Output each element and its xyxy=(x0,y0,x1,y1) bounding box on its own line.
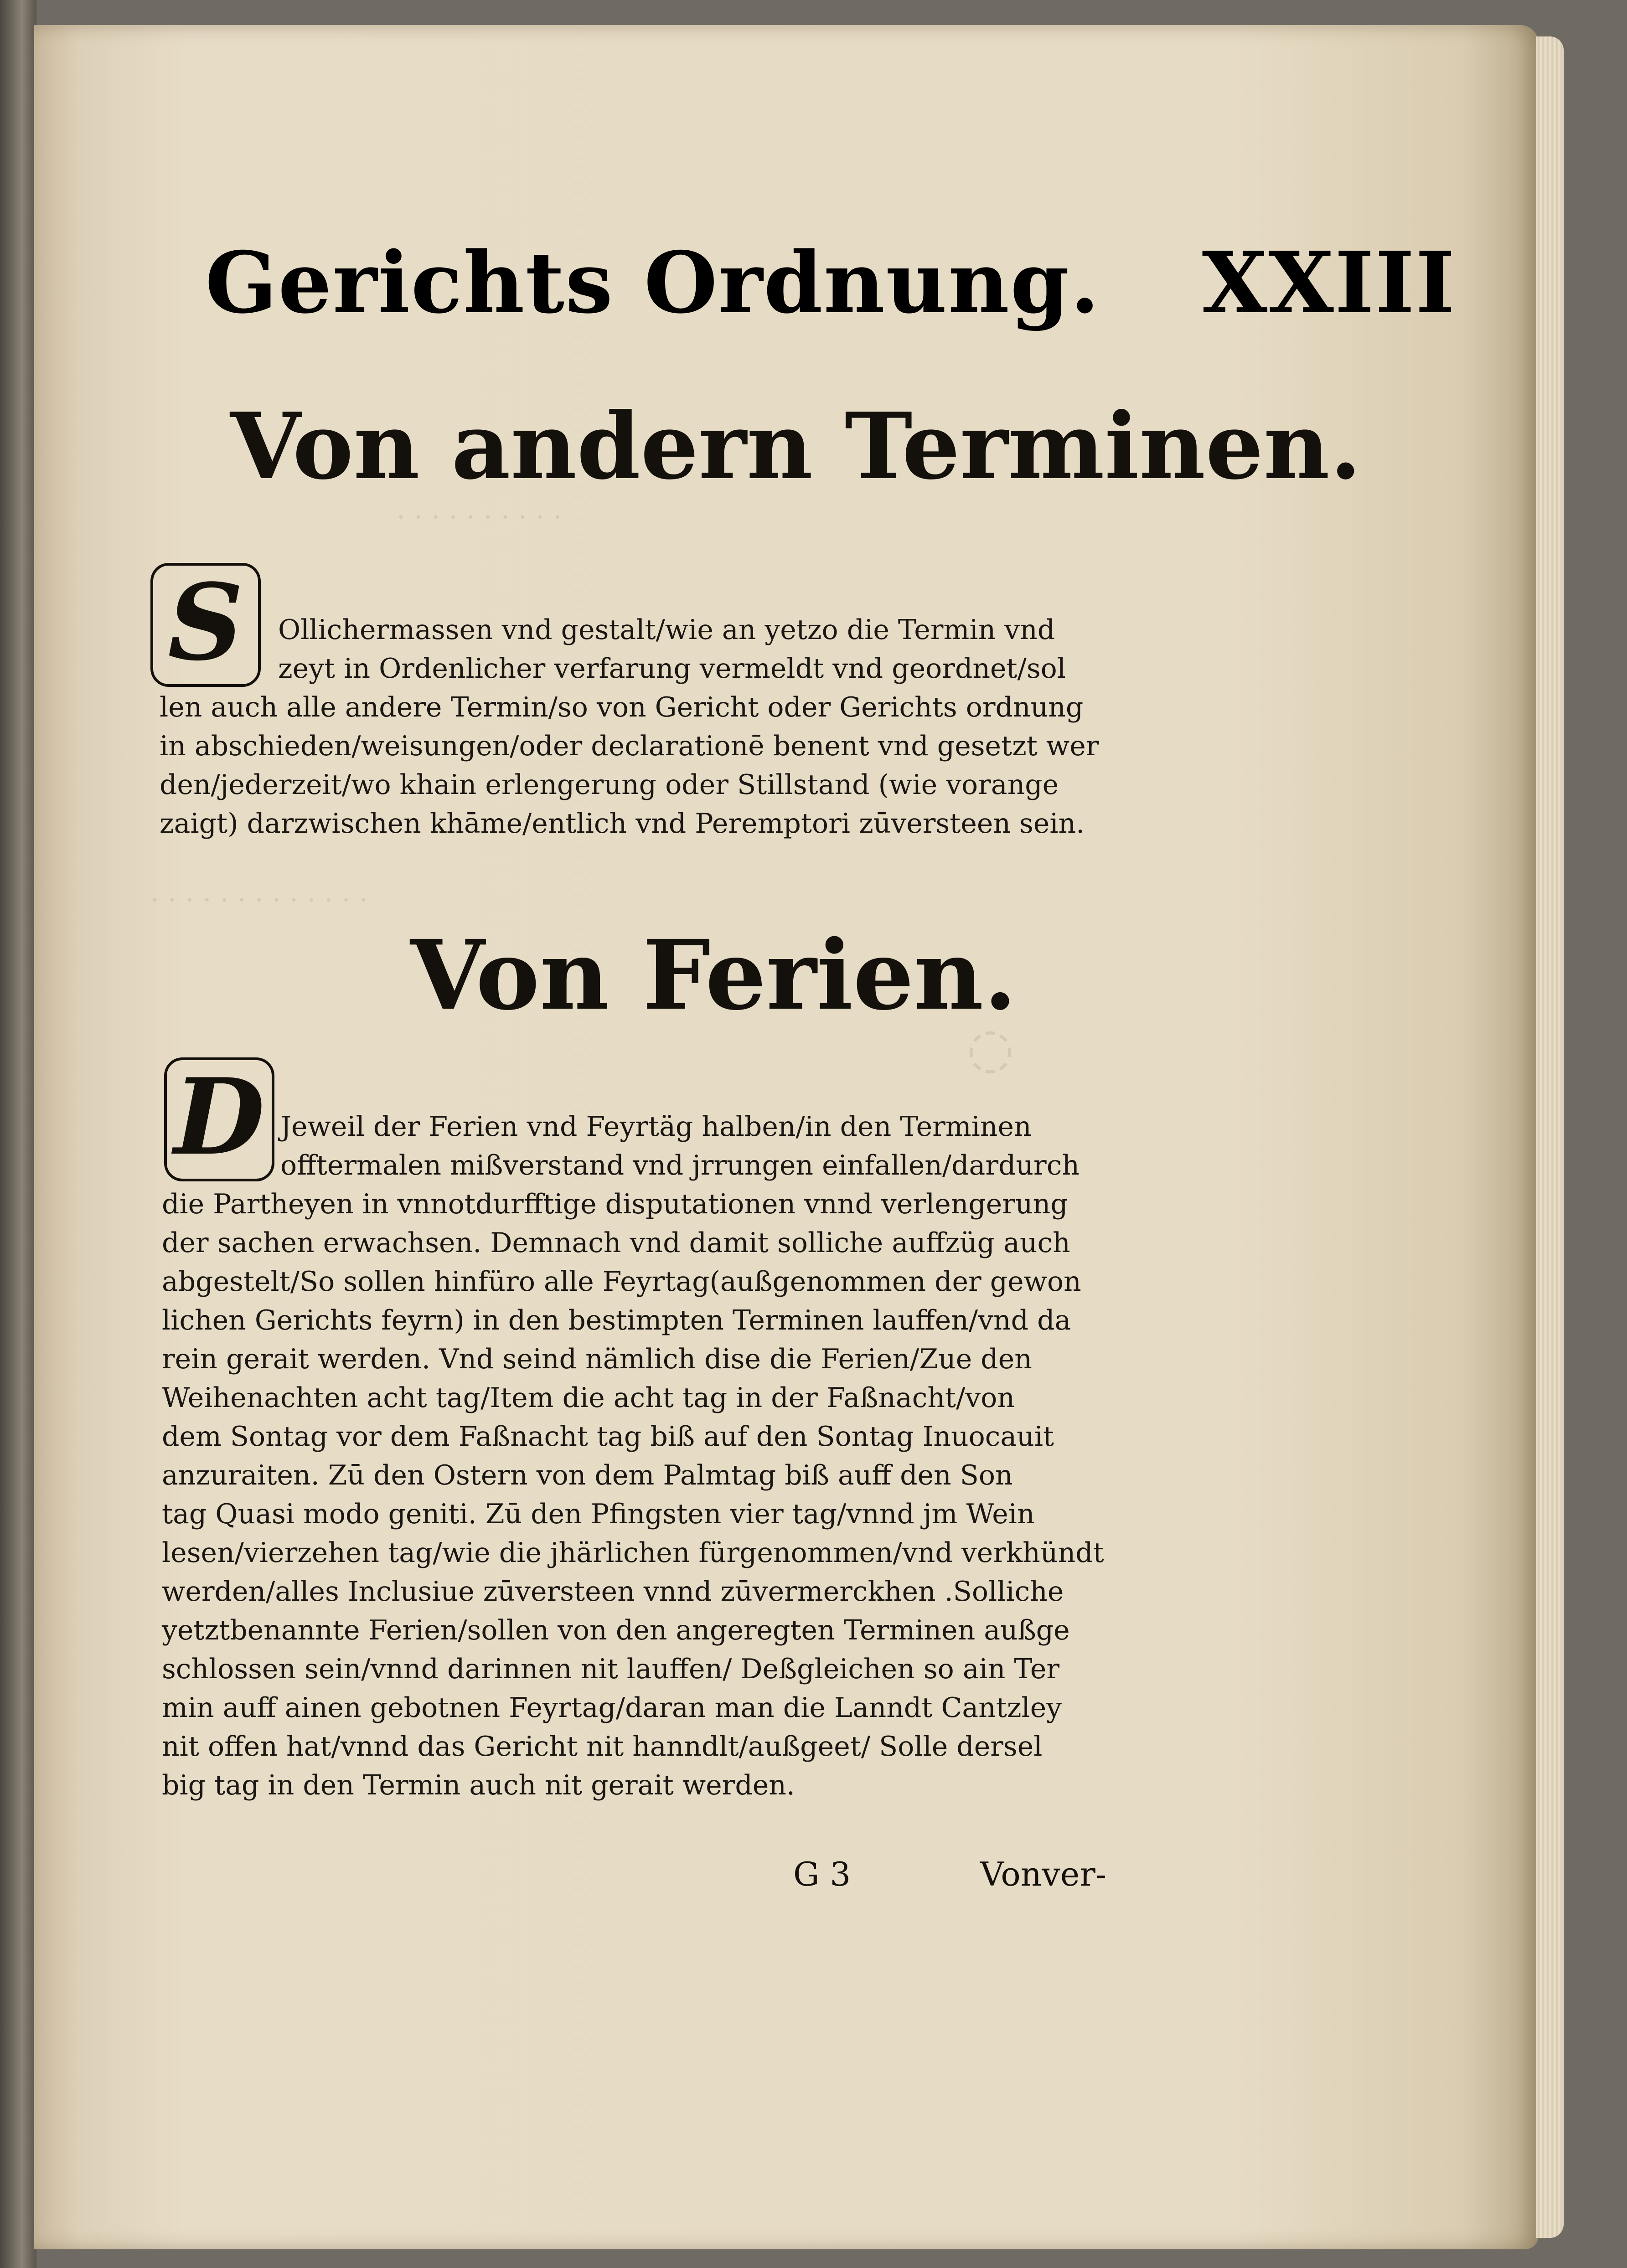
show-through-text: · · · · · · · · · · xyxy=(397,501,562,533)
decorated-initial: S xyxy=(150,563,261,687)
text-line: werden/alles Inclusiue zūversteen vnnd zūvermerckhen .Solliche xyxy=(162,1576,1064,1608)
text-line: die Partheyen in vnnotdurfftige disputationen vnnd verlengerung xyxy=(162,1188,1068,1220)
text-line: len auch alle andere Termin/so von Gericht oder Gerichts ordnung xyxy=(160,691,1084,723)
paragraph-terminen xyxy=(160,611,1108,843)
show-through-text: · · · · · · · · · · · · · xyxy=(150,884,368,916)
text-line: nit offen hat/vnnd das Gericht nit hanndlt/außgeet/ Solle dersel xyxy=(162,1731,1043,1763)
text-line: offtermalen mißverstand vnd jrrungen einfallen/dardurch xyxy=(280,1149,1080,1181)
text-line: der sachen erwachsen. Demnach vnd damit solliche auffzüg auch xyxy=(162,1227,1070,1259)
facing-page-edge xyxy=(0,0,36,2268)
text-line: rein gerait werden. Vnd seind nämlich dise die Ferien/Zue den xyxy=(162,1343,1032,1375)
text-line: zaigt) darzwischen khāme/entlich vnd Peremptori zūversteen sein. xyxy=(160,808,1085,840)
signature-mark: G 3 xyxy=(793,1855,851,1893)
text-line: schlossen sein/vnnd darinnen nit lauffen/ Deßgleichen so ain Ter xyxy=(162,1653,1060,1685)
text-line: lesen/vierzehen tag/wie die jhärlichen fürgenommen/vnd verkhündt xyxy=(162,1537,1104,1569)
text-line: Jeweil der Ferien vnd Feyrtäg halben/in den Terminen xyxy=(280,1111,1032,1143)
section-title-terminen: Von andern Terminen. xyxy=(230,393,1362,500)
text-line: tag Quasi modo geniti. Zū den Pfingsten vier tag/vnnd jm Wein xyxy=(162,1498,1035,1530)
text-line: lichen Gerichts feyrn) in den bestimpten Terminen lauffen/vnd da xyxy=(162,1304,1071,1336)
text-line: abgestelt/So sollen hinfüro alle Feyrtag(außgenommen der gewon xyxy=(162,1266,1081,1298)
folio-number: XXIII xyxy=(1202,233,1456,332)
decorated-initial: D xyxy=(164,1057,274,1181)
page-fore-edge xyxy=(1536,36,1564,2238)
text-line: den/jederzeit/wo khain erlengerung oder Stillstand (wie vorange xyxy=(160,769,1059,801)
text-line: Weihenachten acht tag/Item die acht tag in der Faßnacht/von xyxy=(162,1382,1015,1414)
text-line: yetztbenannte Ferien/sollen von den angeregten Terminen außge xyxy=(162,1614,1070,1646)
text-line: Ollichermassen vnd gestalt/wie an yetzo die Termin vnd xyxy=(278,614,1055,646)
text-line: dem Sontag vor dem Faßnacht tag biß auf den Sontag Inuocauit xyxy=(162,1421,1054,1453)
section-title-ferien: Von Ferien. xyxy=(410,919,1017,1031)
running-head-title: Gerichts Ordnung. xyxy=(205,233,1100,332)
text-line: big tag in den Termin auch nit gerait werden. xyxy=(162,1769,795,1801)
text-line: zeyt in Ordenlicher verfarung vermeldt vnd geordnet/sol xyxy=(278,653,1066,685)
text-line: anzuraiten. Zū den Ostern von dem Palmtag biß auff den Son xyxy=(162,1459,1013,1491)
catchword: Vonver- xyxy=(980,1855,1107,1893)
text-line: min auff ainen gebotnen Feyrtag/daran man die Lanndt Cantzley xyxy=(162,1692,1062,1724)
show-through-initial: ◌ xyxy=(966,1016,1014,1080)
text-line: in abschieden/weisungen/oder declarationē benent vnd gesetzt wer xyxy=(160,730,1099,762)
running-head xyxy=(205,223,1456,342)
paragraph-ferien xyxy=(162,1108,1110,1805)
